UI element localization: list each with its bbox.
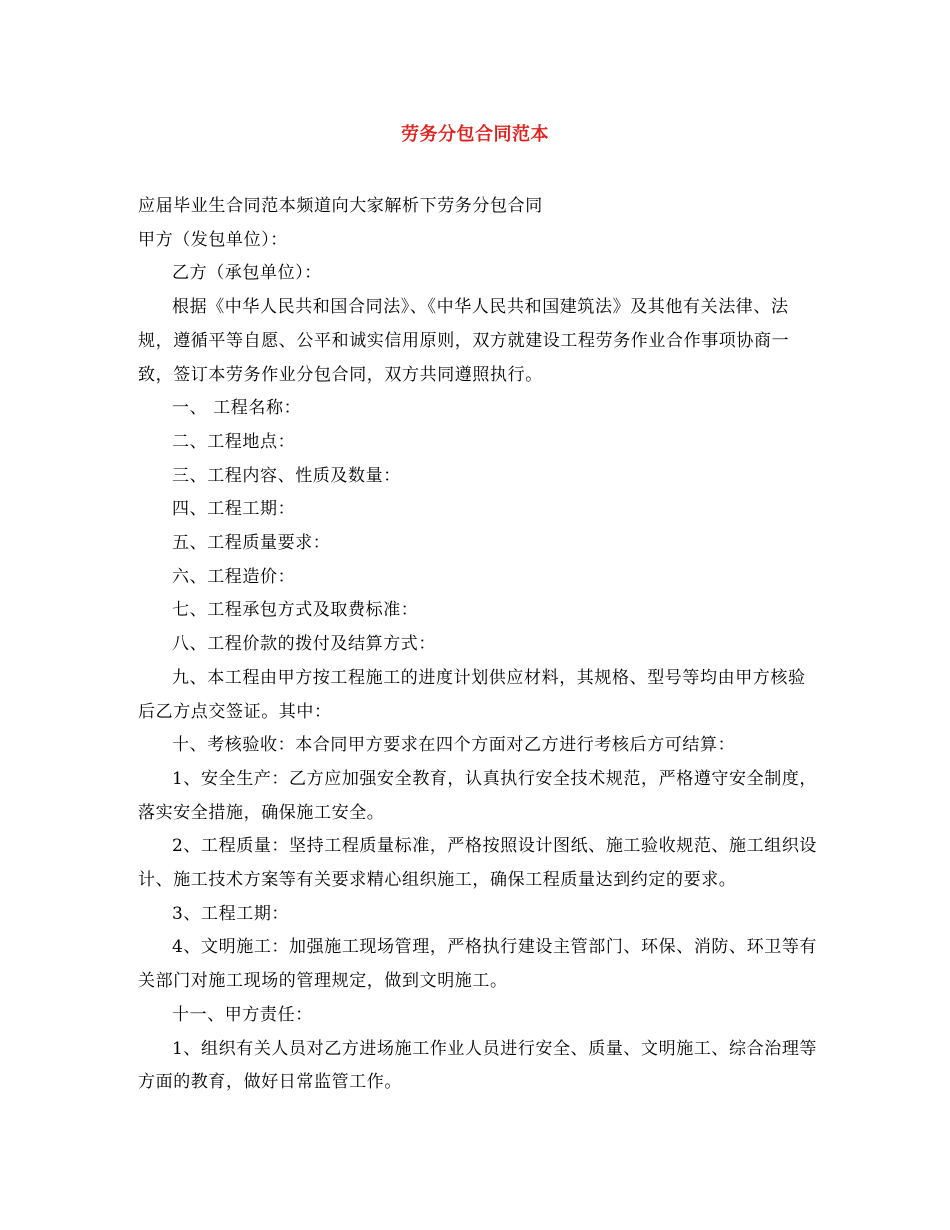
clause-11: 十一、甲方责任： (172, 1004, 313, 1025)
clause-10-item-4: 4、文明施工：加强施工现场管理，严格执行建设主管部门、环保、消防、环卫等有关部门对施工现场的管理规定，做到文明施工。 (138, 937, 818, 992)
clause-9: 九、本工程由甲方按工程施工的进度计划供应材料，其规格、型号等均由甲方核验后乙方点交签证。其中： (138, 667, 806, 722)
clause-2: 二、工程地点： (172, 431, 296, 452)
clause-7: 七、工程承包方式及取费标准： (172, 600, 419, 621)
clause-5: 五、工程质量要求： (172, 533, 331, 554)
clause-6: 六、工程造价： (172, 566, 296, 587)
clause-4: 四、工程工期： (172, 499, 296, 520)
document-title: 劳务分包合同范本 (401, 124, 549, 145)
clause-8: 八、工程价款的拨付及结算方式： (172, 634, 436, 655)
party-a-line: 甲方（发包单位）： (138, 229, 288, 250)
clause-10: 十、考核验收：本合同甲方要求在四个方面对乙方进行考核后方可结算： (172, 735, 736, 756)
intro-line: 应届毕业生合同范本频道向大家解析下劳务分包合同 (138, 196, 543, 216)
clause-10-item-1: 1、安全生产：乙方应加强安全教育，认真执行安全技术规范，严格遵守安全制度，落实安全措施，确保施工安全。 (138, 768, 818, 823)
preamble-paragraph: 根据《中华人民共和国合同法》、《中华人民共和国建筑法》及其他有关法律、法规，遵循平等自愿、公平和诚实信用原则，双方就建设工程劳务作业合作事项协商一致，签订本劳务作业分包合同，双方共同遵照执行。 (138, 297, 790, 385)
clause-3: 三、工程内容、性质及数量： (172, 465, 401, 486)
party-b-line: 乙方（承包单位）： (172, 263, 322, 284)
clause-10-item-2: 2、工程质量：坚持工程质量标准，严格按照设计图纸、施工验收规范、施工组织设计、施工技术方案等有关要求精心组织施工，确保工程质量达到约定的要求。 (138, 836, 818, 891)
document-body (138, 190, 818, 1100)
clause-11-item-1: 1、组织有关人员对乙方进场施工作业人员进行安全、质量、文明施工、综合治理等方面的教育，做好日常监管工作。 (138, 1038, 818, 1093)
clause-1: 一、 工程名称： (172, 398, 302, 419)
clause-10-item-3: 3、工程工期： (172, 903, 290, 924)
